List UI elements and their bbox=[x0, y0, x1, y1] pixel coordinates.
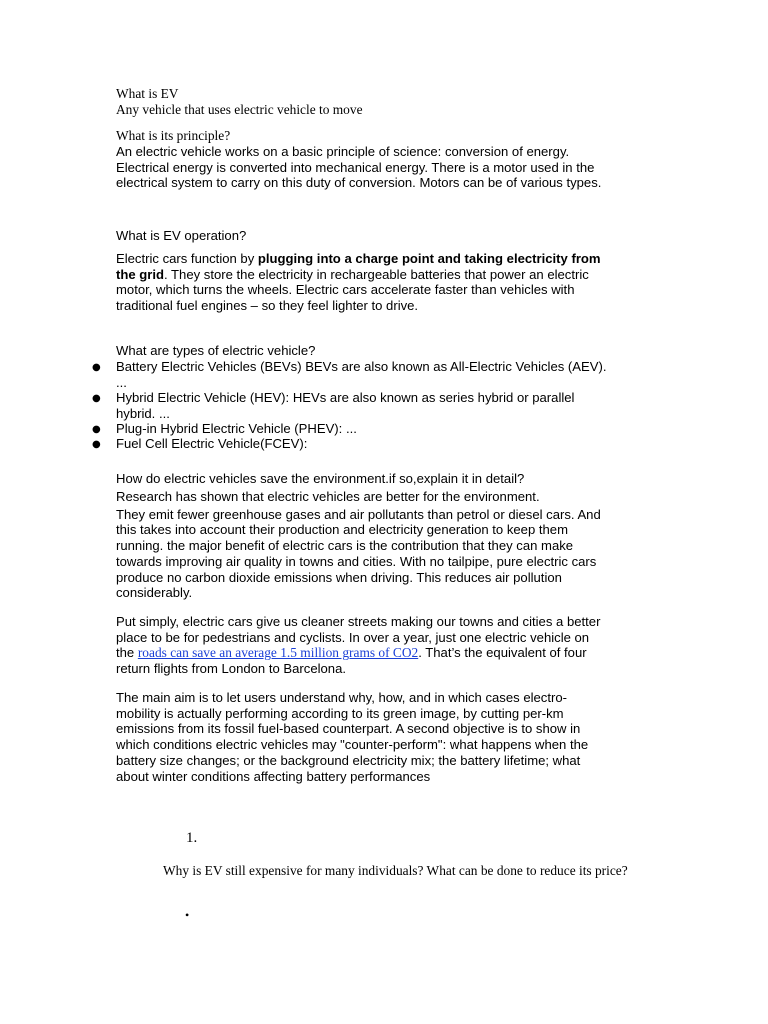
paragraph-cleaner-streets bbox=[116, 614, 656, 677]
paragraph-line: Put simply, electric cars give us cleaner streets making our towns and cities a better bbox=[116, 614, 601, 629]
heading-what-is-ev: What is EV bbox=[116, 86, 179, 101]
list-item-line: Plug-in Hybrid Electric Vehicle (PHEV): ... bbox=[116, 421, 357, 436]
paragraph-line: traditional fuel engines – so they feel lighter to drive. bbox=[116, 298, 419, 314]
heading-environment bbox=[116, 471, 656, 487]
paragraph-line: battery size changes; or the background electricity mix; the battery lifetime; what bbox=[116, 752, 581, 768]
paragraph-ev-operation bbox=[116, 251, 656, 314]
bullet-icon: ● bbox=[92, 393, 101, 404]
section-what-is-ev bbox=[116, 86, 656, 117]
paragraph-line bbox=[116, 267, 656, 283]
paragraph-line: Research has shown that electric vehicles are better for the environment. bbox=[116, 489, 540, 504]
bullet-icon: • bbox=[185, 908, 190, 922]
paragraph-line: return flights from London to Barcelona. bbox=[116, 661, 346, 677]
answer-what-is-ev: Any vehicle that uses electric vehicle to move bbox=[116, 101, 363, 117]
heading-principle bbox=[116, 128, 656, 144]
list-item bbox=[116, 436, 656, 452]
text-prefix: Electric cars function by bbox=[116, 251, 258, 266]
paragraph-line: emissions from its fossil fuel-based counterpart. A second objective is to show in bbox=[116, 721, 581, 737]
paragraph-line: towards improving air quality in towns and cities. With no tailpipe, pure electric cars bbox=[116, 553, 597, 569]
question-ev-price: Why is EV still expensive for many individuals? What can be done to reduce its price? bbox=[163, 863, 628, 878]
text-rest: . They store the electricity in rechargeable batteries that power an electric bbox=[164, 266, 589, 282]
paragraph-line: about winter conditions affecting battery performances bbox=[116, 768, 431, 784]
heading-ev-types bbox=[116, 343, 656, 359]
heading-principle-text: What is its principle? bbox=[116, 128, 231, 143]
paragraph-line: which conditions electric vehicles may "counter-perform": what happens when the bbox=[116, 737, 589, 753]
paragraph-line: electrical system to carry on this duty of conversion. Motors can be of various types. bbox=[116, 175, 602, 191]
paragraph-line: place to be for pedestrians and cyclists. In over a year, just one electric vehicle on bbox=[116, 629, 590, 645]
paragraph-line: The main aim is to let users understand why, how, and in which cases electro- bbox=[116, 690, 567, 705]
paragraph-main-aim bbox=[116, 690, 656, 784]
paragraph-line: motor, which turns the wheels. Electric cars accelerate faster than vehicles with bbox=[116, 282, 575, 298]
heading-environment-text: How do electric vehicles save the environment.if so,explain it in detail? bbox=[116, 471, 525, 486]
bold-text: the grid bbox=[116, 266, 165, 282]
heading-ev-operation-text: What is EV operation? bbox=[116, 228, 247, 243]
list-item bbox=[116, 359, 656, 390]
list-item bbox=[116, 421, 656, 437]
bullet-icon: ● bbox=[92, 439, 101, 450]
paragraph-line: produce no carbon dioxide emissions when driving. This reduces air pollution bbox=[116, 569, 562, 585]
numbered-list-marker: 1. bbox=[186, 830, 198, 846]
paragraph-line: An electric vehicle works on a basic principle of science: conversion of energy. bbox=[116, 144, 570, 159]
list-item-line: Hybrid Electric Vehicle (HEV): HEVs are also known as series hybrid or parallel bbox=[116, 390, 575, 405]
list-item bbox=[116, 390, 656, 421]
paragraph-line: They emit fewer greenhouse gases and air pollutants than petrol or diesel cars. And bbox=[116, 506, 601, 522]
paragraph-line: mobility is actually performing according to its green image, by cutting per-km bbox=[116, 705, 564, 721]
bullet-icon: ● bbox=[92, 424, 101, 435]
paragraph-line bbox=[116, 251, 656, 267]
bullet-icon: ● bbox=[92, 362, 101, 373]
paragraph-environment bbox=[116, 489, 656, 601]
list-item-line: ... bbox=[116, 374, 127, 390]
text-rest: . That’s the equivalent of four bbox=[418, 645, 587, 661]
paragraph-line: running. the major benefit of electric cars is the contribution that they can make bbox=[116, 538, 574, 554]
text-prefix: the bbox=[116, 645, 138, 661]
heading-ev-operation bbox=[116, 228, 656, 244]
list-item-line: Battery Electric Vehicles (BEVs) BEVs are also known as All-Electric Vehicles (AEV). bbox=[116, 359, 607, 374]
paragraph-line: this takes into account their production and electricity generation to keep them bbox=[116, 522, 568, 538]
paragraph-principle bbox=[116, 144, 656, 191]
bold-text: plugging into a charge point and taking electricity from bbox=[257, 251, 601, 266]
paragraph-line bbox=[116, 645, 656, 661]
list-item-line: Fuel Cell Electric Vehicle(FCEV): bbox=[116, 436, 308, 451]
list-item-line: hybrid. ... bbox=[116, 405, 170, 421]
co2-savings-link[interactable]: roads can save an average 1.5 million grams of CO2 bbox=[137, 645, 419, 661]
heading-ev-types-text: What are types of electric vehicle? bbox=[116, 343, 316, 358]
paragraph-line: Electrical energy is converted into mechanical energy. There is a motor used in the bbox=[116, 159, 595, 175]
paragraph-line: considerably. bbox=[116, 585, 193, 601]
